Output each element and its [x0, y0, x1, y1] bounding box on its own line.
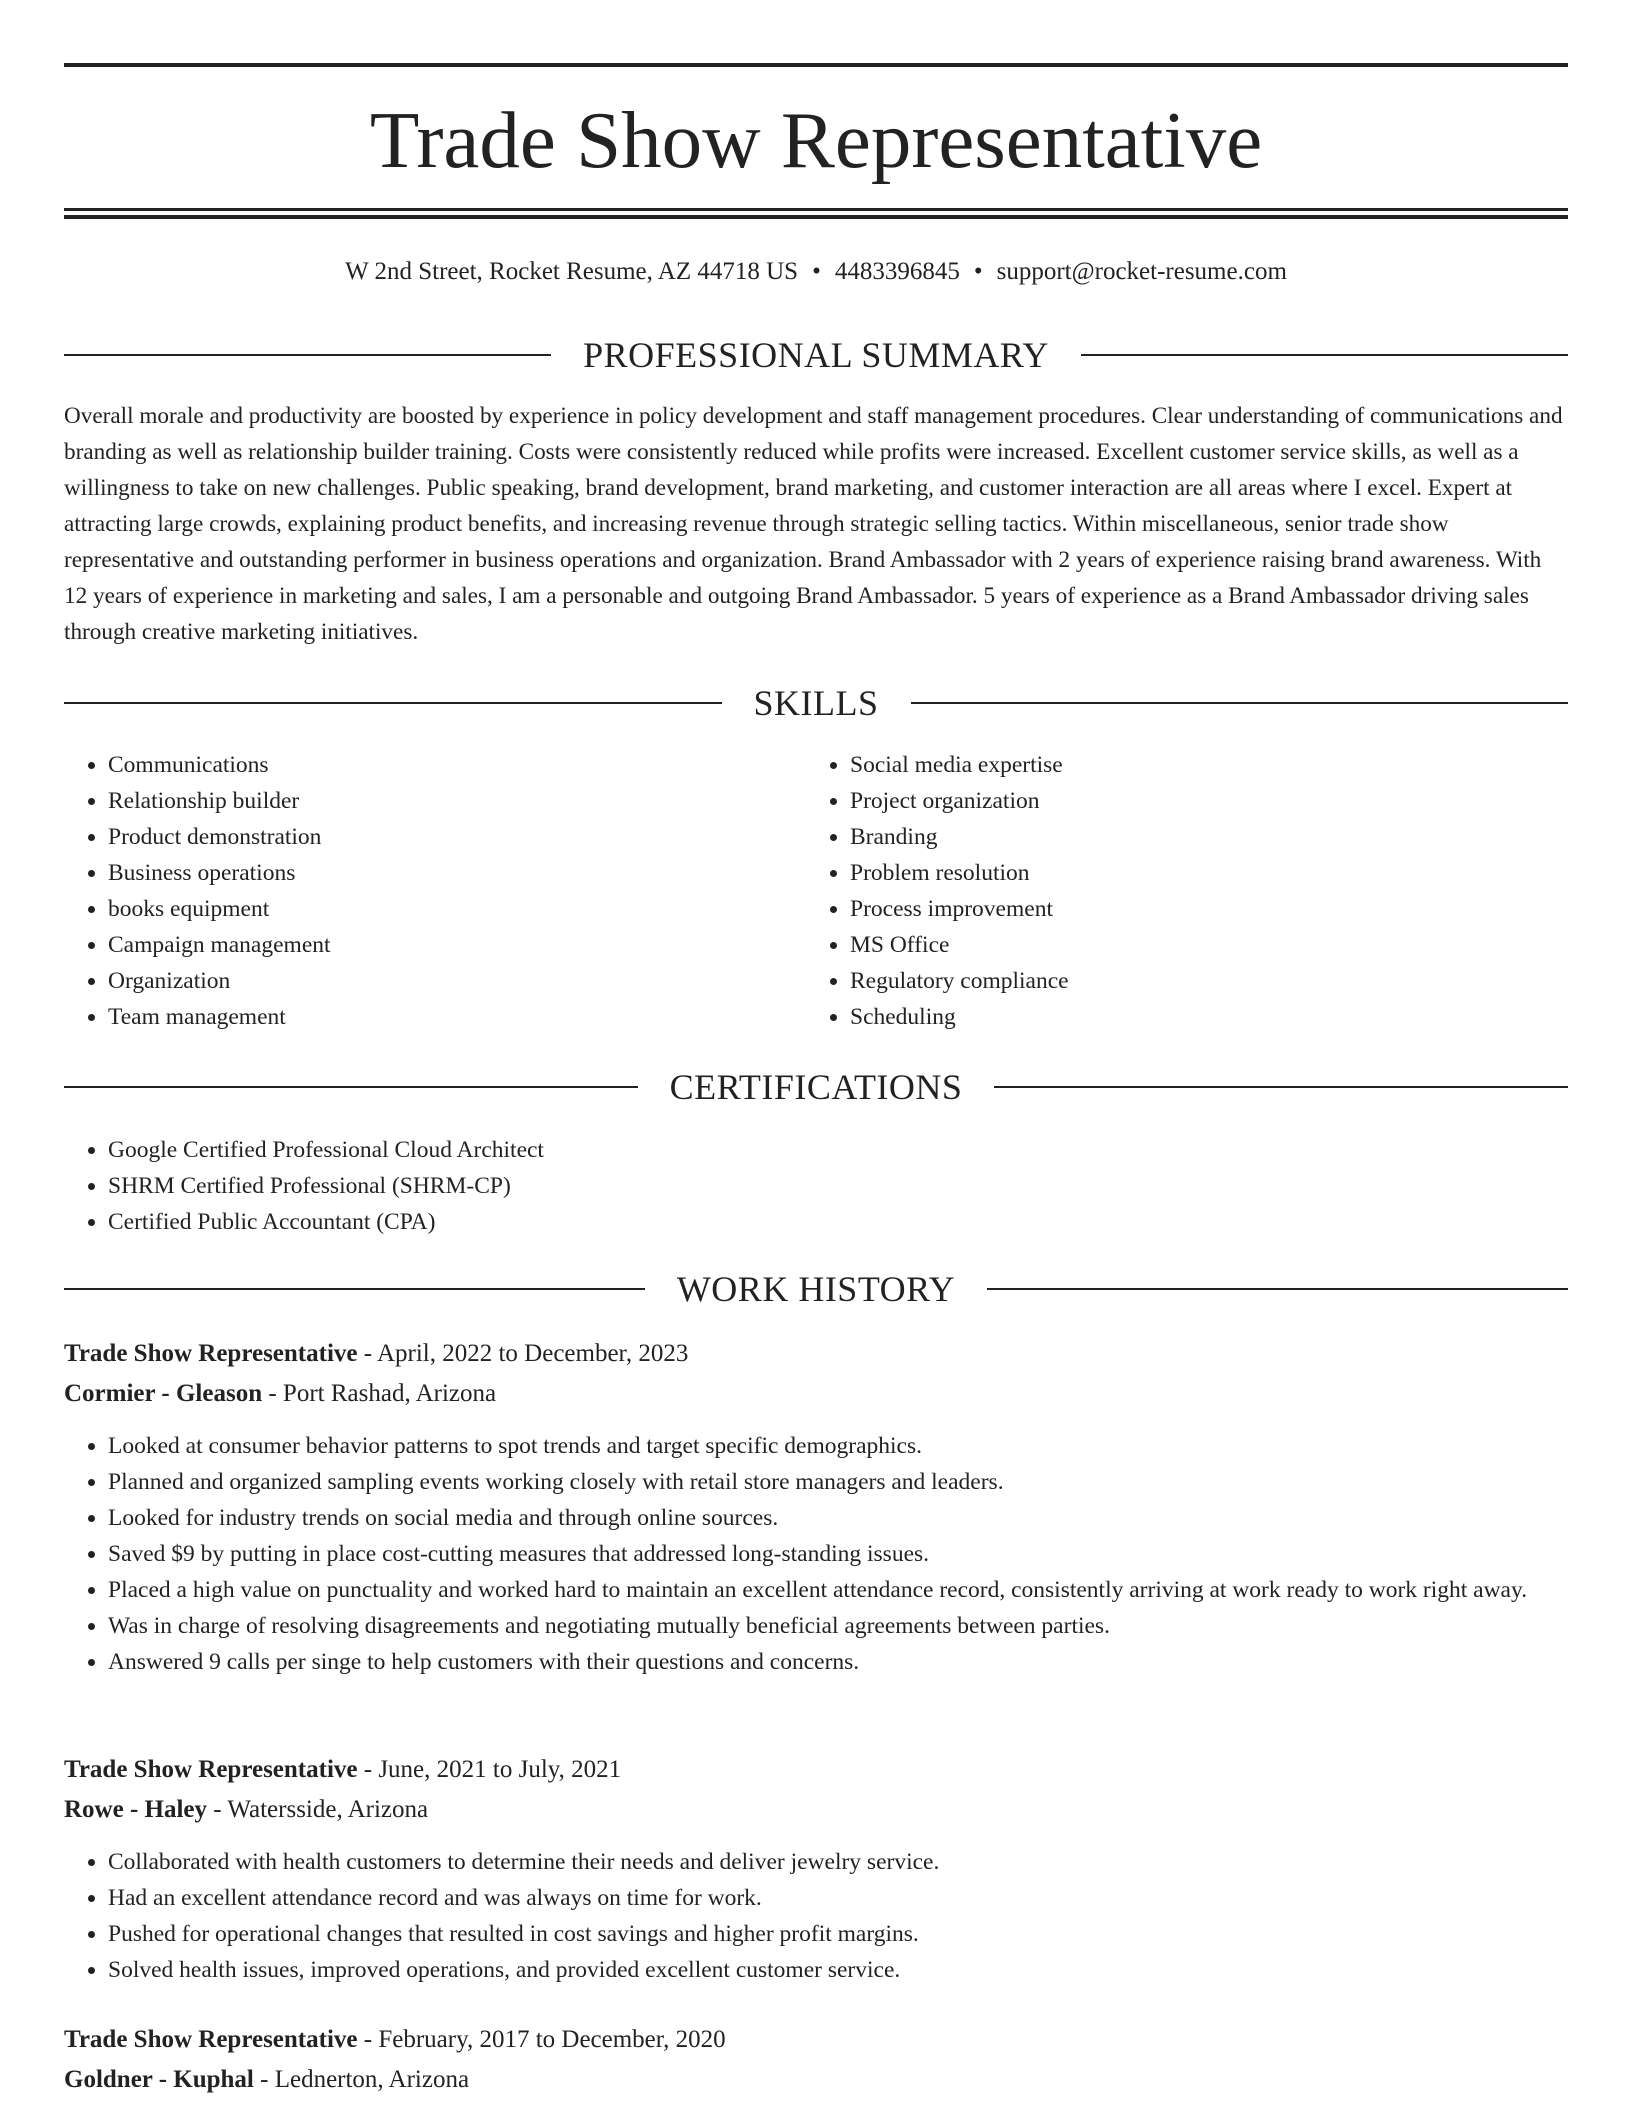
section-divider-line: [64, 354, 551, 356]
skill-item: • Team management: [108, 999, 804, 1035]
section-divider-line: [994, 1086, 1568, 1088]
certifications-section-header: [64, 1063, 1568, 1111]
contact-email: support@rocket-resume.com: [996, 258, 1287, 285]
job-duty-item: • Looked for industry trends on social media and through online sources.: [108, 1500, 1568, 1536]
job-title: Trade Show Representative: [64, 1340, 358, 1367]
skills-section-title: SKILLS: [753, 683, 879, 723]
job-duty-item: • Planned and organized sampling events working closely with retail store managers and leaders.: [108, 1464, 1568, 1500]
section-divider-line: [911, 702, 1569, 704]
certifications-block: [64, 1132, 1568, 1240]
job-company: Goldner - Kuphal: [64, 2066, 254, 2093]
skill-item: • Communications: [108, 747, 804, 783]
job-location: - Watersside, Arizona: [207, 1796, 429, 1823]
job-company: Cormier - Gleason: [64, 1380, 263, 1407]
job-duties: [64, 1428, 1568, 1680]
job-duties-list: [64, 1844, 1568, 1988]
skill-item: • Relationship builder: [108, 783, 804, 819]
skill-item: • Regulatory compliance: [850, 963, 1546, 999]
section-divider-line: [64, 702, 722, 704]
job-title: Trade Show Representative: [64, 1756, 358, 1783]
skill-item: • Process improvement: [850, 891, 1546, 927]
certification-item: • Google Certified Professional Cloud Architect: [108, 1132, 1568, 1168]
skill-item: • books equipment: [108, 891, 804, 927]
contact-address: W 2nd Street, Rocket Resume, AZ 44718 US: [345, 258, 799, 285]
section-divider-line: [987, 1288, 1568, 1290]
job-title: Trade Show Representative: [64, 2026, 358, 2053]
skills-list-right: [806, 747, 1546, 1035]
skills-right-column: [806, 747, 1546, 1035]
job-duties: [64, 1844, 1568, 1988]
job-duty-item: • Looked at consumer behavior patterns to spot trends and target specific demographics.: [108, 1428, 1568, 1464]
work-history-section-title: WORK HISTORY: [676, 1269, 956, 1309]
job-duty-item: • Collaborated with health customers to determine their needs and deliver jewelry service.: [108, 1844, 1568, 1880]
skill-item: • Product demonstration: [108, 819, 804, 855]
job-duty-item: • Was in charge of resolving disagreements and negotiating mutually beneficial agreements between parties.: [108, 1608, 1568, 1644]
certification-item: • Certified Public Accountant (CPA): [108, 1204, 1568, 1240]
skill-item: • MS Office: [850, 927, 1546, 963]
job-duty-item: • Placed a high value on punctuality and worked hard to maintain an excellent attendance record, consistently arriving at work ready to work right away.: [108, 1572, 1568, 1608]
section-divider-line: [64, 1288, 645, 1290]
skill-item: • Problem resolution: [850, 855, 1546, 891]
header-top-rule: [64, 63, 1568, 67]
resume-name: Trade Show Representative: [369, 95, 1263, 185]
job-dates: - April, 2022 to December, 2023: [357, 1340, 689, 1367]
section-divider-line: [1081, 354, 1568, 356]
job-title-line: [64, 1334, 1568, 1374]
section-divider-line: [64, 1086, 638, 1088]
job-location: - Port Rashad, Arizona: [262, 1380, 497, 1407]
skills-left-column: [64, 747, 804, 1035]
certification-item: • SHRM Certified Professional (SHRM-CP): [108, 1168, 1568, 1204]
job-title-line: [64, 1750, 1568, 1790]
job-duties-list: [64, 1428, 1568, 1680]
skill-item: • Organization: [108, 963, 804, 999]
job-duty-item: • Saved $9 by putting in place cost-cutting measures that addressed long-standing issues.: [108, 1536, 1568, 1572]
job-duty-item: • Pushed for operational changes that resulted in cost savings and higher profit margins.: [108, 1916, 1568, 1952]
certifications-list: [64, 1132, 1568, 1240]
job-dates: - June, 2021 to July, 2021: [357, 1756, 622, 1783]
contact-line: [64, 254, 1568, 290]
skill-item: • Social media expertise: [850, 747, 1546, 783]
job-title-line: [64, 2020, 1568, 2060]
job-company-line: [64, 1790, 1568, 1830]
skills-section-header: [64, 679, 1568, 727]
job-duty-item: • Answered 9 calls per singe to help customers with their questions and concerns.: [108, 1644, 1568, 1680]
job-company: Rowe - Haley: [64, 1796, 208, 1823]
job-company-line: [64, 2060, 1568, 2100]
job-company-line: [64, 1374, 1568, 1414]
contact-separator: •: [973, 258, 983, 285]
skill-item: • Campaign management: [108, 927, 804, 963]
job-duty-item: • Had an excellent attendance record and was always on time for work.: [108, 1880, 1568, 1916]
header-double-rule-lower: [64, 215, 1568, 219]
skill-item: • Branding: [850, 819, 1546, 855]
summary-section-title: PROFESSIONAL SUMMARY: [583, 335, 1049, 375]
header-double-rule-upper: [64, 208, 1568, 211]
certifications-section-title: CERTIFICATIONS: [669, 1067, 963, 1107]
skill-item: • Project organization: [850, 783, 1546, 819]
skill-item: • Business operations: [108, 855, 804, 891]
job-dates: - February, 2017 to December, 2020: [357, 2026, 726, 2053]
summary-section-header: [64, 331, 1568, 379]
job-location: - Lednerton, Arizona: [253, 2066, 470, 2093]
skills-list-left: [64, 747, 804, 1035]
work-history-section-header: [64, 1265, 1568, 1313]
contact-phone: 4483396845: [834, 258, 960, 285]
skill-item: • Scheduling: [850, 999, 1546, 1035]
contact-separator: •: [812, 258, 821, 285]
summary-text: Overall morale and productivity are boosted by experience in policy development and staff management procedures. Clear understanding of communications and branding as well as relationship builder training. Costs were consistently reduced while profits were increased. Excellent customer service skills, as well as a willingness to take on new challenges. Public speaking, brand development, brand marketing, and customer interaction are all areas where I excel. Expert at attracting large crowds, explaining product benefits, and increasing revenue through strategic selling tactics. Within miscellaneous, senior trade show representative and outstanding performer in business operations and organization. Brand Ambassador with 2 years of experience raising brand awareness. With 12 years of experience in marketing and sales, I am a personable and outgoing Brand Ambassador. 5 years of experience as a Brand Ambassador driving sales through creative marketing initiatives.: [64, 403, 1563, 645]
job-duty-item: • Solved health issues, improved operations, and provided excellent customer service.: [108, 1952, 1568, 1988]
